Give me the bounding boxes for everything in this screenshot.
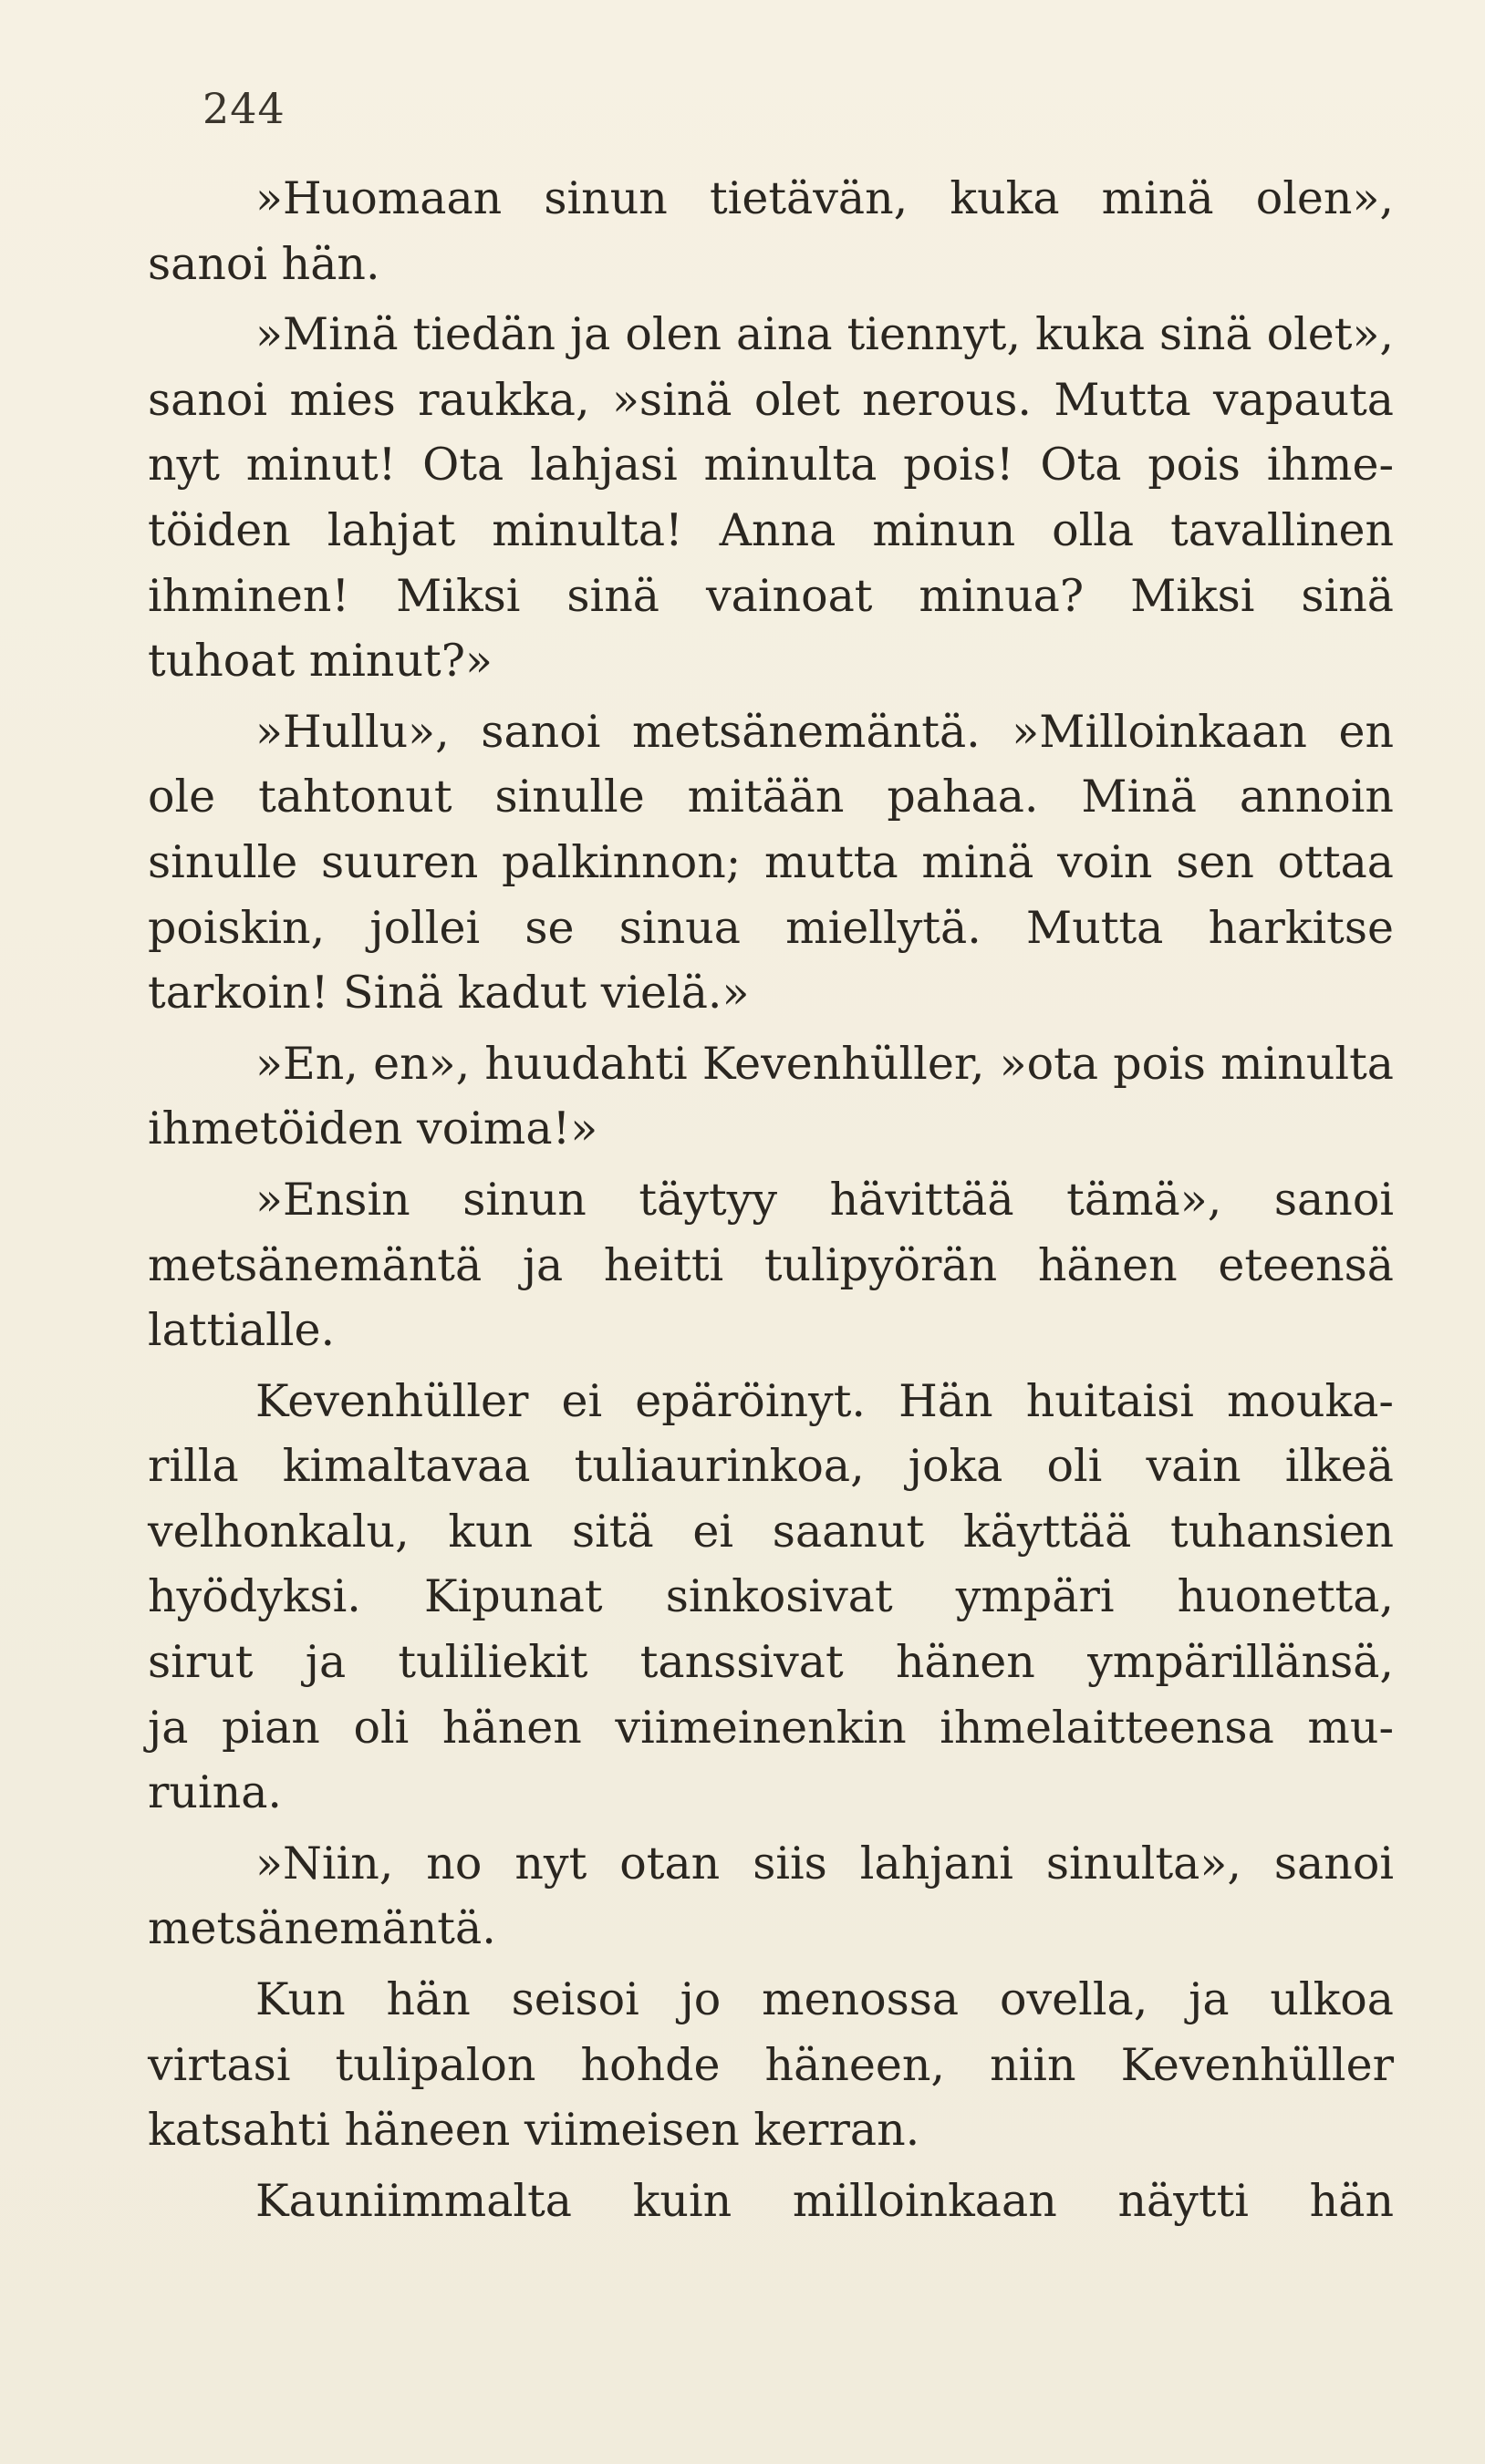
- text-line: tuhoat minut?»: [148, 635, 493, 688]
- text-line: Kun hän seisoi jo menossa ovella, ja ulkoa: [255, 1973, 1394, 2026]
- text-line: rilla kimaltavaa tuliaurinkoa, joka oli vain ilkeä: [148, 1440, 1394, 1493]
- paragraph: [148, 699, 1394, 1026]
- text-line: velhonkalu, kun sitä ei saanut käyttää tuhansien: [148, 1505, 1394, 1558]
- paragraph: [148, 2169, 1394, 2234]
- text-line: Kauniimmalta kuin milloinkaan näytti hän: [255, 2174, 1394, 2227]
- paragraph: [148, 302, 1394, 694]
- text-line: töiden lahjat minulta! Anna minun olla tavallinen: [148, 503, 1394, 556]
- text-line: sirut ja tuliliekit tanssivat hänen ympärillänsä,: [148, 1636, 1394, 1689]
- text-line: »Niin, no nyt otan siis lahjani sinulta», sanoi: [255, 1837, 1394, 1889]
- paragraph: [148, 1031, 1394, 1162]
- text-line: ruina.: [148, 1766, 282, 1819]
- text-line: ja pian oli hänen viimeinenkin ihmelaitteensa mu-: [148, 1701, 1394, 1754]
- paragraph: [148, 1967, 1394, 2163]
- page-number: 244: [202, 84, 286, 133]
- text-line: ihminen! Miksi sinä vainoat minua? Miksi sinä: [148, 569, 1394, 622]
- text-line: »Hullu», sanoi metsänemäntä. »Milloinkaan en: [255, 705, 1394, 758]
- text-line: »En, en», huudahti Kevenhüller, »ota pois minulta: [255, 1037, 1394, 1090]
- text-line: sanoi mies raukka, »sinä olet nerous. Mutta vapauta: [148, 373, 1394, 426]
- text-line: sanoi hän.: [148, 237, 380, 290]
- text-line: ihmetöiden voima!»: [148, 1103, 598, 1155]
- paragraph: [148, 166, 1394, 296]
- body-text: [148, 166, 1394, 2233]
- text-line: hyödyksi. Kipunat sinkosivat ympäri huonetta,: [148, 1570, 1394, 1623]
- text-line: nyt minut! Ota lahjasi minulta pois! Ota pois ihme-: [148, 439, 1394, 492]
- text-line: »Minä tiedän ja olen aina tiennyt, kuka sinä olet»,: [255, 308, 1394, 361]
- text-line: lattialle.: [148, 1304, 336, 1357]
- paragraph: [148, 1167, 1394, 1363]
- text-line: metsänemäntä.: [148, 1902, 496, 1955]
- paragraph: [148, 1831, 1394, 1962]
- text-line: katsahti häneen viimeisen kerran.: [148, 2104, 920, 2157]
- text-line: tarkoin! Sinä kadut vielä.»: [148, 967, 750, 1020]
- text-line: metsänemäntä ja heitti tulipyörän hänen eteensä: [148, 1238, 1394, 1291]
- text-line: ole tahtonut sinulle mitään pahaa. Minä annoin: [148, 771, 1394, 823]
- text-line: »Huomaan sinun tietävän, kuka minä olen»,: [255, 172, 1394, 224]
- text-line: »Ensin sinun täytyy hävittää tämä», sanoi: [255, 1173, 1394, 1226]
- text-line: sinulle suuren palkinnon; mutta minä voin sen ottaa: [148, 835, 1394, 888]
- text-line: virtasi tulipalon hohde häneen, niin Kevenhüller: [148, 2038, 1394, 2091]
- text-line: poiskin, jollei se sinua miellytä. Mutta harkitse: [148, 901, 1394, 954]
- text-line: Kevenhüller ei epäröinyt. Hän huitaisi mouka-: [255, 1374, 1394, 1427]
- paragraph: [148, 1369, 1394, 1826]
